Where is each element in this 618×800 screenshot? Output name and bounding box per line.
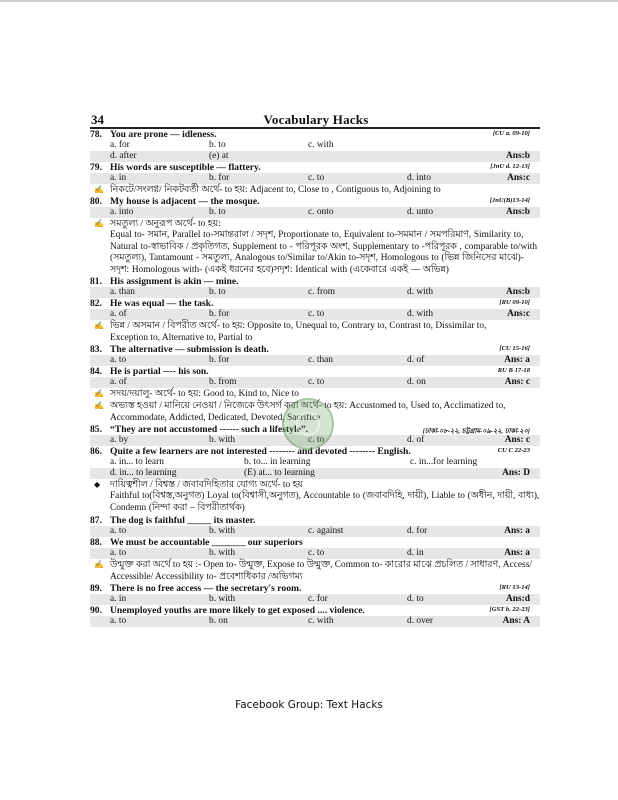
options-row xyxy=(90,151,540,162)
answer-label: Ans:b xyxy=(506,287,530,298)
option-item: a. in xyxy=(110,173,127,183)
option-item: b. to xyxy=(209,207,226,217)
option-item: b. with xyxy=(209,593,236,604)
answer-label: Ans: A xyxy=(502,615,530,626)
question-source: [CU 15-16] xyxy=(499,345,530,353)
question-number: 81. xyxy=(90,276,102,288)
option-item: d. after xyxy=(110,151,137,161)
question-text: Quite a few learners are not interested -------- and devoted -------- English. xyxy=(110,446,411,458)
answer-label: Ans:d xyxy=(506,593,530,604)
question-number: 84. xyxy=(90,366,102,378)
question-text: You are prone — idleness. xyxy=(110,129,217,140)
options-row xyxy=(90,457,540,468)
page-footer: Facebook Group: Text Hacks xyxy=(235,699,383,711)
option-item: d. over xyxy=(407,615,434,626)
answer-label: Ans:b xyxy=(506,151,530,161)
option-item: c. from xyxy=(308,287,336,298)
option-item: b. with xyxy=(209,525,236,536)
option-item: a. in... to learn xyxy=(110,457,164,468)
note-continuation: Accessible/ Accessibility to- প্রবেশাধিকার /অভিগম্য xyxy=(110,571,303,582)
question-row xyxy=(90,366,540,377)
question-number: 85. xyxy=(90,424,102,436)
option-item: d. of xyxy=(407,355,425,366)
question-row xyxy=(90,515,540,526)
option-item: d. in... to learning xyxy=(110,468,177,479)
question-number: 90. xyxy=(90,604,102,616)
answer-label: Ans:b xyxy=(506,207,530,217)
options-row xyxy=(90,526,540,537)
option-item: a. to xyxy=(110,615,127,626)
answer-label: Ans:c xyxy=(507,309,530,320)
option-item: c. to xyxy=(308,173,325,183)
note-paragraph: Equal to- সমান, Parallel to-সমান্তরাল / সদৃশ, Proportionate to, Equivalent to-সমমান / সমপরিমাণ, Similarity to, Natural to-স্বাভাবিক / প্রকৃতিগত, Supplement to - পরিপূরক অংশ, Supplementary to -পরিপূরক , comparable to/with (সমতুল্য), Tantamount - সমতুল্য, Analogous to/Similar to/Akin to-সদৃশ, Homologous to (ভিন্ন জিনিসের মাঝে)- সদৃশ: Homologous with- (একই ধরনের হবে)সদৃশ: Identical with (একেবারে একই — অভিন্ন) xyxy=(110,230,537,275)
options-row xyxy=(90,287,540,298)
option-item: c. to xyxy=(308,309,325,320)
question-source: CU C 22-23 xyxy=(497,447,530,455)
options-row xyxy=(90,594,540,605)
option-item: b. on xyxy=(209,615,228,626)
question-text: The dog is faithful _____ its master. xyxy=(110,514,256,526)
question-row xyxy=(90,605,540,616)
note-row xyxy=(90,559,540,571)
pencil-note-icon: ✍ xyxy=(94,401,104,411)
option-item: d. with xyxy=(407,309,434,320)
answer-label: Ans: D xyxy=(502,468,530,479)
question-row xyxy=(90,344,540,355)
question-number: 88. xyxy=(90,536,102,548)
question-source: [JnU d. 12-13] xyxy=(490,163,530,170)
page-title: Vocabulary Hacks xyxy=(263,112,369,127)
option-item: d. into xyxy=(407,173,431,183)
page-header xyxy=(91,112,541,128)
option-item: b. from xyxy=(209,377,237,388)
option-item: a. for xyxy=(110,140,130,150)
question-row xyxy=(90,276,540,287)
question-row xyxy=(90,162,540,173)
question-text: He is partial ---- his son. xyxy=(110,366,209,378)
note-text: উন্মুক্ত করা অর্থে to হয় :- Open to- উন্মুক্ত, Expose to উন্মুক্ত, Common to- কারোর মাঝে প্রচলিত / সাধারণ, Access/ xyxy=(110,559,532,570)
pencil-note-icon: ✍ xyxy=(94,219,104,228)
option-item: d. on xyxy=(407,377,426,388)
option-item: d. to xyxy=(407,593,424,604)
options-row xyxy=(90,173,540,184)
answer-label: Ans: a xyxy=(504,547,530,558)
note-row xyxy=(90,320,540,332)
options-row xyxy=(90,355,540,366)
option-item: a. to xyxy=(110,525,127,536)
question-text: Unemployed youths are more likely to get exposed .... violence. xyxy=(110,604,365,616)
option-item: c. in...for learning xyxy=(410,457,478,468)
question-text: My house is adjacent — the mosque. xyxy=(110,196,260,207)
note-paragraph: Faithful to(বিশ্বস্ত,অনুগত) Loyal to(বিশ্বাসী,অনুগত), Accountable to (জবাবদিহি, দায়ী), Liable to (অধীন, দায়ী, বাধ্য), Condemn (নিন্দা করা – বিপরীতার্থক) xyxy=(110,491,540,513)
option-item: b. to xyxy=(209,287,226,298)
question-source: RU B 17-18 xyxy=(497,367,530,375)
options-row xyxy=(90,616,540,627)
question-text: His words are susceptible — flattery. xyxy=(110,162,261,173)
option-item: d. of xyxy=(407,435,425,446)
question-text: “They are not accustomed ------ such a lifestyle”. xyxy=(110,424,309,436)
question-number: 86. xyxy=(90,446,102,458)
option-item: a. to xyxy=(110,547,127,558)
question-source: [RU 09-10] xyxy=(499,299,530,307)
options-row xyxy=(90,548,540,559)
option-item: d. for xyxy=(407,525,428,536)
question-number: 80. xyxy=(90,196,102,207)
option-item: d. with xyxy=(407,287,434,298)
question-row xyxy=(90,129,540,140)
option-item: c. to xyxy=(308,435,325,446)
option-item: c. with xyxy=(308,140,334,150)
page-number: 34 xyxy=(91,112,104,127)
option-item: a. in xyxy=(110,593,127,604)
note-row xyxy=(90,479,540,491)
option-item: a. by xyxy=(110,435,129,446)
option-item: a. to xyxy=(110,355,127,366)
question-source: [ঢাকা-০৮-২২, চট্টগ্রাম-০৯-২২, ঢাকা-২০] xyxy=(422,428,530,436)
option-item: a. of xyxy=(110,309,127,320)
options-row xyxy=(90,140,540,151)
question-list xyxy=(90,129,540,627)
diamond-bullet-icon: ◆ xyxy=(94,480,101,490)
option-item: c. to xyxy=(308,377,325,388)
question-text: He was equal — the task. xyxy=(110,298,214,310)
option-item: c. against xyxy=(308,525,344,536)
watermark-seal-icon xyxy=(282,398,334,450)
option-item: c. with xyxy=(308,615,334,626)
option-item: (E) at... to learning xyxy=(244,468,315,479)
pencil-note-icon: ✍ xyxy=(94,185,104,194)
note-continuation: Accommodate, Addicted, Dedicated, Devoted, Sacrifice xyxy=(110,413,321,424)
answer-label: Ans: a xyxy=(504,355,530,366)
question-number: 83. xyxy=(90,344,102,356)
question-text: There is no free access — the secretary's room. xyxy=(110,582,302,594)
pencil-note-icon: ✍ xyxy=(94,321,104,331)
question-number: 78. xyxy=(90,129,102,140)
option-item: d. in xyxy=(407,547,424,558)
option-item: d. unto xyxy=(407,207,434,217)
question-text: His assignment is akin — mine. xyxy=(110,276,239,288)
note-continuation: Exception to, Alternative to, Partial to xyxy=(110,333,253,344)
note-text: সদয়/দয়ালু- অর্থে- to হয়: Good to, Kind to, Nice to xyxy=(110,389,299,400)
option-item: c. than xyxy=(308,355,333,366)
answer-label: Ans: c xyxy=(504,435,530,446)
option-item: b. with xyxy=(209,547,236,558)
options-row xyxy=(90,377,540,388)
option-item: (e) at xyxy=(209,151,229,161)
note-text: অভ্যস্ত হওয়া / মানিয়ে নেওয়া / নিজেকে উৎসর্গ করা অর্থে- to হয়: Accustomed to, Used to, Acclimatized to, xyxy=(110,401,506,412)
question-source: [GST b. 22-23] xyxy=(489,605,530,613)
answer-label: Ans: a xyxy=(504,525,530,536)
option-item: a. of xyxy=(110,377,127,388)
question-source: [CU a. 09-10] xyxy=(492,130,530,137)
top-border xyxy=(0,0,618,2)
question-row xyxy=(90,298,540,309)
question-text: We must be accountable _______ our superiors xyxy=(110,536,303,548)
question-row xyxy=(90,196,540,207)
option-item: a. than xyxy=(110,287,135,298)
note-text: নিকটে/সংলগ্ন/ নিকটবর্তী অর্থে- to হয়: Adjacent to, Close to , Contiguous to, Adjoining to xyxy=(110,185,441,195)
option-item: b. with xyxy=(209,435,236,446)
option-item: b. to xyxy=(209,140,226,150)
question-row xyxy=(90,583,540,594)
question-number: 82. xyxy=(90,298,102,310)
answer-label: Ans: c xyxy=(504,377,530,388)
option-item: c. to xyxy=(308,547,325,558)
option-item: c. for xyxy=(308,593,328,604)
option-item: b. for xyxy=(209,355,230,366)
option-item: b. to... in learning xyxy=(244,457,311,468)
question-row xyxy=(90,537,540,548)
option-item: b. for xyxy=(209,309,230,320)
option-item: c. onto xyxy=(308,207,334,217)
question-text: The alternative — submission is death. xyxy=(110,344,269,356)
options-row xyxy=(90,309,540,320)
question-number: 87. xyxy=(90,514,102,526)
pencil-note-icon: ✍ xyxy=(94,389,104,399)
answer-label: Ans:c xyxy=(507,173,530,183)
pencil-note-icon: ✍ xyxy=(94,559,104,569)
note-text: দায়িত্বশীল / বিশ্বস্ত / জবাবদিহিতার যোগ্য অর্থে- to হয় xyxy=(110,480,303,491)
question-number: 89. xyxy=(90,582,102,594)
options-row xyxy=(90,207,540,218)
question-source: [JnU(B)13-14] xyxy=(489,197,530,204)
option-item: a. into xyxy=(110,207,134,217)
options-row xyxy=(90,468,540,479)
note-row xyxy=(90,184,540,196)
note-row xyxy=(90,218,540,230)
question-number: 79. xyxy=(90,162,102,173)
note-text: সমতুল্য / অনুরূপ অর্থে- to হয়: xyxy=(110,219,221,229)
note-text: ভিন্ন / অসমান / বিপরীত অর্থে- to হয়: Opposite to, Unequal to, Contrary to, Contrast to, Dissimilar to, xyxy=(110,321,487,332)
option-item: b. for xyxy=(209,173,230,183)
question-source: [RU 13-14] xyxy=(499,583,530,591)
